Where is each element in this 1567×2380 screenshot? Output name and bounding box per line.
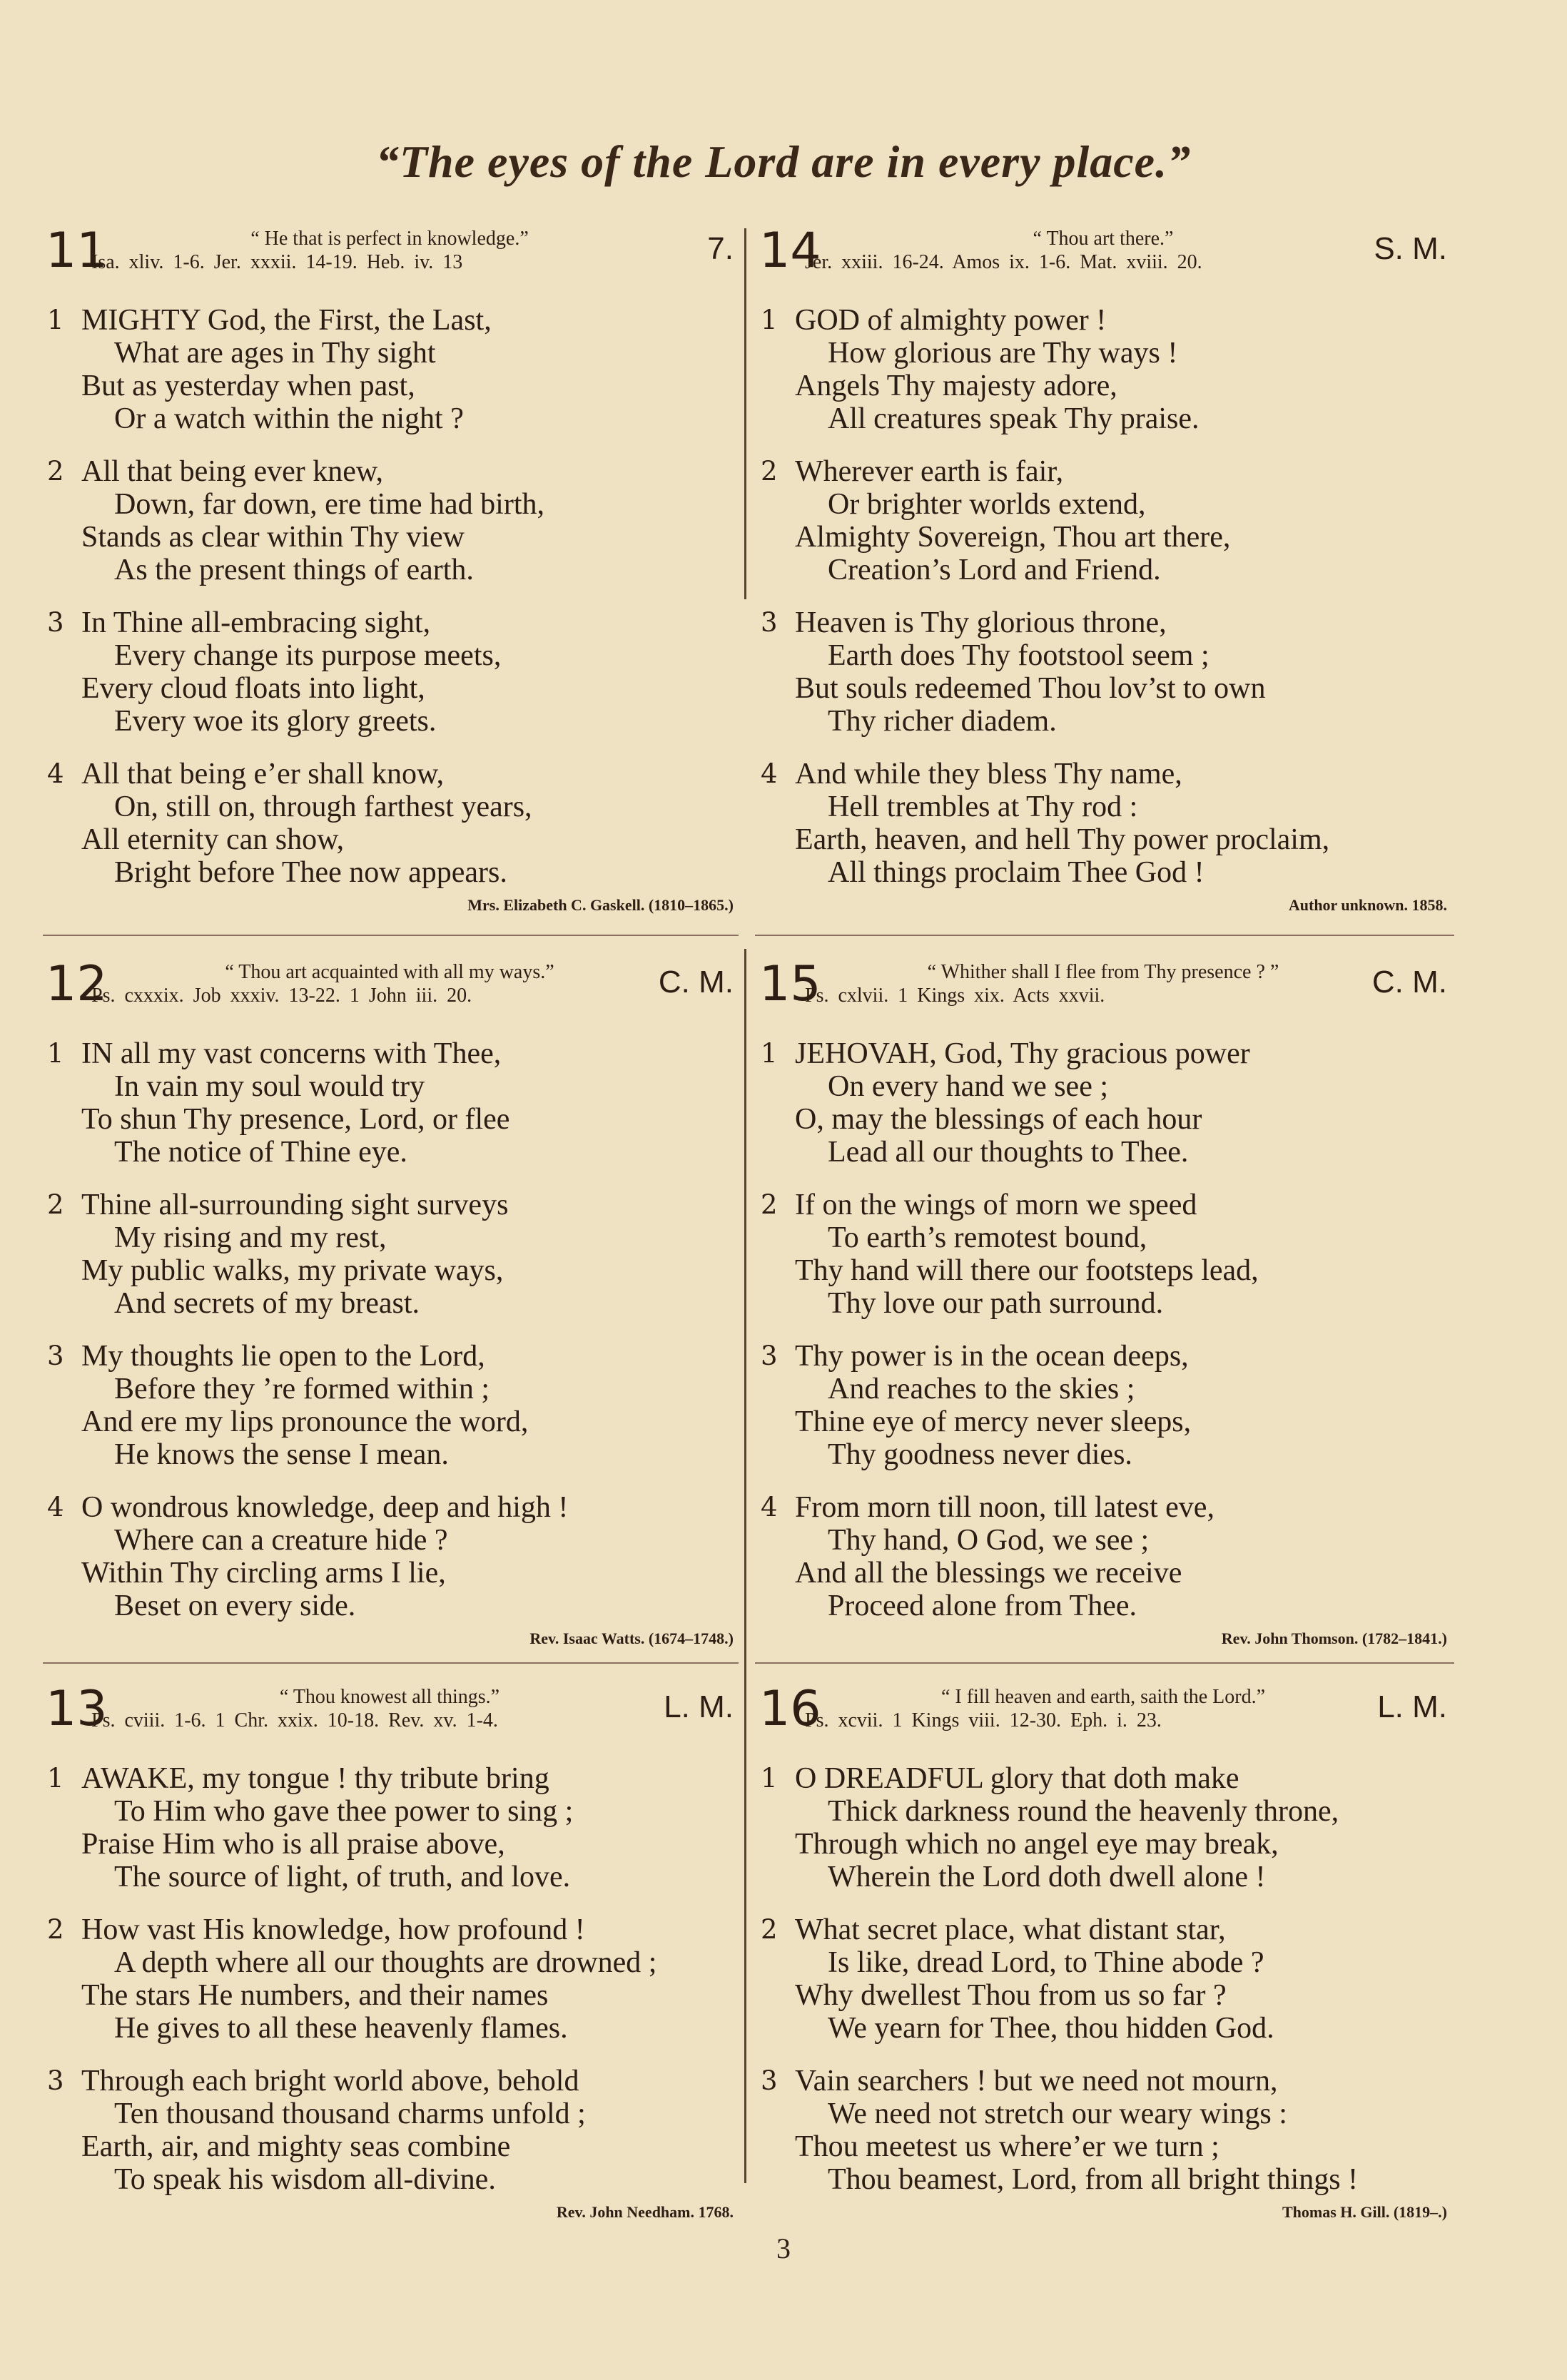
verse	[755, 304, 1461, 435]
verse-number: 3	[47, 2065, 64, 2096]
verse-line: My rising and my rest,	[114, 1221, 387, 1254]
hymn-author: Rev. John Needham. 1768.	[556, 2203, 734, 2221]
verse-line: What are ages in Thy sight	[114, 337, 436, 370]
verse-line: Thy richer diadem.	[828, 705, 1057, 738]
hymn-header	[41, 223, 748, 284]
verse	[755, 2065, 1461, 2196]
verse-number: 1	[761, 1763, 778, 1794]
verse-line: Heaven is Thy glorious throne,	[795, 606, 1167, 639]
hymn-header	[41, 1681, 748, 1742]
verse-line: We need not stretch our weary wings :	[828, 2097, 1287, 2130]
verse-number: 1	[761, 305, 778, 335]
verse-line: Bright before Thee now appears.	[114, 856, 507, 889]
hymn-number: 14	[759, 223, 821, 279]
hymn-header	[755, 223, 1461, 284]
verse-line: From morn till noon, till latest eve,	[795, 1491, 1214, 1524]
verse-line: And secrets of my breast.	[114, 1287, 420, 1320]
verse-line: Thine all-surrounding sight surveys	[81, 1189, 509, 1221]
verse-line: Every change its purpose meets,	[114, 639, 502, 672]
scripture-references: Ps. cxlvii. 1 Kings xix. Acts xxvii.	[805, 985, 1105, 1007]
verse-line: All that being e’er shall know,	[81, 758, 445, 790]
verse-line: JEHOVAH, God, Thy gracious power	[795, 1037, 1250, 1070]
verse-number: 1	[47, 305, 64, 335]
hymn-meter: S. M.	[1374, 231, 1447, 266]
verse-line: Through each bright world above, behold	[81, 2065, 579, 2097]
verse-number: 3	[47, 607, 64, 638]
verse-line: Earth does Thy footstool seem ;	[828, 639, 1210, 672]
verse-line: Hell trembles at Thy rod :	[828, 790, 1138, 823]
verse-line: Thick darkness round the heavenly throne,	[828, 1795, 1339, 1828]
verse-line: And ere my lips pronounce the word,	[81, 1405, 529, 1438]
verse	[755, 1491, 1461, 1622]
hymn-11	[41, 223, 748, 915]
section-divider	[755, 1662, 1454, 1664]
hymn-header	[755, 956, 1461, 1017]
verse-line: AWAKE, my tongue ! thy tribute bring	[81, 1762, 549, 1795]
verse-line: Every woe its glory greets.	[114, 705, 437, 738]
verse-line: Lead all our thoughts to Thee.	[828, 1136, 1189, 1169]
verse-line: Through which no angel eye may break,	[795, 1828, 1279, 1861]
verse-line: And reaches to the skies ;	[828, 1373, 1135, 1405]
hymn-author: Thomas H. Gill. (1819–.)	[1282, 2203, 1447, 2221]
verse-number: 2	[761, 1914, 778, 1945]
verse-number: 4	[761, 1492, 778, 1522]
hymn-meter: L. M.	[664, 1689, 734, 1724]
scripture-references: Ps. cxxxix. Job xxxiv. 13-22. 1 John iii. 20.	[91, 985, 472, 1007]
verse-line: GOD of almighty power !	[795, 304, 1107, 337]
section-divider	[43, 1662, 739, 1664]
verse-line: Vain searchers ! but we need not mourn,	[795, 2065, 1278, 2097]
hymn-author: Rev. John Thomson. (1782–1841.)	[1221, 1629, 1447, 1647]
hymn-number: 16	[759, 1681, 821, 1737]
verse-number: 1	[47, 1038, 64, 1069]
hymn-author: Author unknown. 1858.	[1288, 896, 1447, 914]
scripture-references: Jer. xxiii. 16-24. Amos ix. 1-6. Mat. xviii. 20.	[805, 251, 1202, 273]
verse	[41, 1491, 748, 1622]
verse-line: Thy goodness never dies.	[828, 1438, 1132, 1471]
hymn-author: Mrs. Elizabeth C. Gaskell. (1810–1865.)	[467, 896, 734, 914]
verse-number: 2	[47, 456, 64, 487]
hymn-meter: 7.	[707, 231, 734, 266]
verse-number: 4	[761, 758, 778, 789]
verse-line: All that being ever knew,	[81, 455, 383, 488]
hymn-text-quote: “ I fill heaven and earth, saith the Lord.”	[940, 1686, 1266, 1708]
verse-line: Wherein the Lord doth dwell alone !	[828, 1861, 1266, 1893]
scripture-references: Ps. cviii. 1-6. 1 Chr. xxix. 10-18. Rev. xv. 1-4.	[91, 1709, 498, 1731]
verse-number: 2	[761, 456, 778, 487]
verse	[41, 606, 748, 738]
verse-line: To speak his wisdom all-divine.	[114, 2163, 496, 2196]
verse-line: Thy hand will there our footsteps lead,	[795, 1254, 1259, 1287]
scripture-references: Ps. xcvii. 1 Kings viii. 12-30. Eph. i. 23.	[805, 1709, 1162, 1731]
hymn-header	[41, 956, 748, 1017]
verse-line: To shun Thy presence, Lord, or flee	[81, 1103, 510, 1136]
verse	[41, 1189, 748, 1320]
verse-line: What secret place, what distant star,	[795, 1913, 1226, 1946]
hymn-meter: C. M.	[1371, 965, 1447, 1000]
verse-line: To Him who gave thee power to sing ;	[114, 1795, 574, 1828]
verse-line: Thou beamest, Lord, from all bright things !	[828, 2163, 1359, 2196]
verse-line: My public walks, my private ways,	[81, 1254, 504, 1287]
verse	[755, 1762, 1461, 1893]
verse-line: Why dwellest Thou from us so far ?	[795, 1979, 1227, 2012]
hymn-number: 12	[46, 956, 108, 1012]
scripture-references: Isa. xliv. 1-6. Jer. xxxii. 14-19. Heb. iv. 13	[91, 251, 463, 273]
hymn-text-quote: “ Thou art there.”	[1033, 228, 1174, 250]
verse-line: Ten thousand thousand charms unfold ;	[114, 2097, 586, 2130]
verse-line: Before they ’re formed within ;	[114, 1373, 490, 1405]
verse-line: All things proclaim Thee God !	[828, 856, 1205, 889]
verse-line: Or a watch within the night ?	[114, 402, 464, 435]
verse	[755, 455, 1461, 586]
verse-line: Praise Him who is all praise above,	[81, 1828, 505, 1861]
section-divider	[43, 935, 739, 936]
verse	[755, 1340, 1461, 1471]
page-number: 3	[776, 2232, 791, 2264]
verse	[41, 455, 748, 586]
verse-line: All eternity can show,	[81, 823, 345, 856]
verse-line: Where can a creature hide ?	[114, 1524, 448, 1557]
verse-line: In vain my soul would try	[114, 1070, 425, 1103]
hymn-text-quote: “ Thou art acquainted with all my ways.”	[225, 961, 554, 983]
verse-line: How vast His knowledge, how profound !	[81, 1913, 585, 1946]
verse	[41, 2065, 748, 2196]
verse-number: 2	[47, 1914, 64, 1945]
page-title: “The eyes of the Lord are in every place.”	[375, 136, 1192, 187]
verse-line: Or brighter worlds extend,	[828, 488, 1146, 521]
verse-line: Stands as clear within Thy view	[81, 521, 465, 554]
verse-line: And while they bless Thy name,	[795, 758, 1182, 790]
hymn-text-quote: “ He that is perfect in knowledge.”	[250, 228, 529, 250]
verse	[755, 758, 1461, 889]
verse-number: 3	[761, 1341, 778, 1371]
verse-line: If on the wings of morn we speed	[795, 1189, 1197, 1221]
verse-line: Thy power is in the ocean deeps,	[795, 1340, 1189, 1373]
verse-line: The notice of Thine eye.	[114, 1136, 407, 1169]
verse-line: Earth, heaven, and hell Thy power proclaim,	[795, 823, 1330, 856]
verse-line: Within Thy circling arms I lie,	[81, 1557, 446, 1590]
verse-line: To earth’s remotest bound,	[828, 1221, 1147, 1254]
hymn-author: Rev. Isaac Watts. (1674–1748.)	[529, 1629, 734, 1647]
verse-line: Thy love our path surround.	[828, 1287, 1164, 1320]
section-divider	[755, 935, 1454, 936]
hymn-15	[755, 956, 1461, 1648]
hymn-text-quote: “ Whither shall I flee from Thy presence ? ”	[927, 961, 1279, 983]
verse-line: He gives to all these heavenly flames.	[114, 2012, 568, 2045]
verse-line: On, still on, through farthest years,	[114, 790, 532, 823]
hymn-13	[41, 1681, 748, 2222]
hymn-header	[755, 1681, 1461, 1742]
hymn-number: 13	[46, 1681, 108, 1737]
verse-number: 1	[761, 1038, 778, 1069]
verse-line: Thou meetest us where’er we turn ;	[795, 2130, 1219, 2163]
verse-number: 4	[47, 1492, 64, 1522]
verse-line: He knows the sense I mean.	[114, 1438, 449, 1471]
verse-line: Is like, dread Lord, to Thine abode ?	[828, 1946, 1264, 1979]
verse-line: A depth where all our thoughts are drowned ;	[114, 1946, 657, 1979]
verse-number: 3	[47, 1341, 64, 1371]
hymn-meter: C. M.	[658, 965, 734, 1000]
verse	[41, 1340, 748, 1471]
verse	[755, 1189, 1461, 1320]
verse-number: 2	[761, 1189, 778, 1220]
hymn-12	[41, 956, 748, 1648]
verse-line: My thoughts lie open to the Lord,	[81, 1340, 485, 1373]
hymn-number: 15	[759, 956, 821, 1012]
verse-line: Beset on every side.	[114, 1590, 356, 1622]
verse	[41, 1037, 748, 1169]
verse-line: Thy hand, O God, we see ;	[828, 1524, 1150, 1557]
hymn-number: 11	[46, 223, 108, 279]
verse	[41, 1762, 748, 1893]
verse-line: We yearn for Thee, thou hidden God.	[828, 2012, 1274, 2045]
verse	[41, 758, 748, 889]
verse-number: 3	[761, 2065, 778, 2096]
verse-line: O, may the blessings of each hour	[795, 1103, 1202, 1136]
verse-line: Wherever earth is fair,	[795, 455, 1064, 488]
verse	[41, 1913, 748, 2045]
verse-line: But as yesterday when past,	[81, 370, 415, 402]
hymn-14	[755, 223, 1461, 915]
hymn-text-quote: “ Thou knowest all things.”	[279, 1686, 500, 1708]
verse-number: 2	[47, 1189, 64, 1220]
verse	[755, 1037, 1461, 1169]
verse-line: As the present things of earth.	[114, 554, 474, 586]
verse-line: All creatures speak Thy praise.	[828, 402, 1200, 435]
verse-line: And all the blessings we receive	[795, 1557, 1182, 1590]
verse-line: Down, far down, ere time had birth,	[114, 488, 544, 521]
verse-line: Proceed alone from Thee.	[828, 1590, 1137, 1622]
verse-line: IN all my vast concerns with Thee,	[81, 1037, 502, 1070]
verse-number: 1	[47, 1763, 64, 1794]
verse-line: In Thine all-embracing sight,	[81, 606, 431, 639]
verse-line: Angels Thy majesty adore,	[795, 370, 1117, 402]
verse-number: 4	[47, 758, 64, 789]
verse-line: Creation’s Lord and Friend.	[828, 554, 1161, 586]
verse-line: O DREADFUL glory that doth make	[795, 1762, 1239, 1795]
verse-line: Thine eye of mercy never sleeps,	[795, 1405, 1192, 1438]
verse-line: How glorious are Thy ways !	[828, 337, 1178, 370]
verse-line: The source of light, of truth, and love.	[114, 1861, 571, 1893]
verse-line: The stars He numbers, and their names	[81, 1979, 549, 2012]
verse-line: Almighty Sovereign, Thou art there,	[795, 521, 1231, 554]
verse	[755, 606, 1461, 738]
verse-line: O wondrous knowledge, deep and high !	[81, 1491, 569, 1524]
hymn-meter: L. M.	[1377, 1689, 1447, 1724]
verse-number: 3	[761, 607, 778, 638]
verse-line: MIGHTY God, the First, the Last,	[81, 304, 492, 337]
verse-line: On every hand we see ;	[828, 1070, 1109, 1103]
verse	[755, 1913, 1461, 2045]
verse-line: Every cloud floats into light,	[81, 672, 425, 705]
hymn-16	[755, 1681, 1461, 2222]
verse	[41, 304, 748, 435]
verse-line: But souls redeemed Thou lov’st to own	[795, 672, 1266, 705]
verse-line: Earth, air, and mighty seas combine	[81, 2130, 511, 2163]
